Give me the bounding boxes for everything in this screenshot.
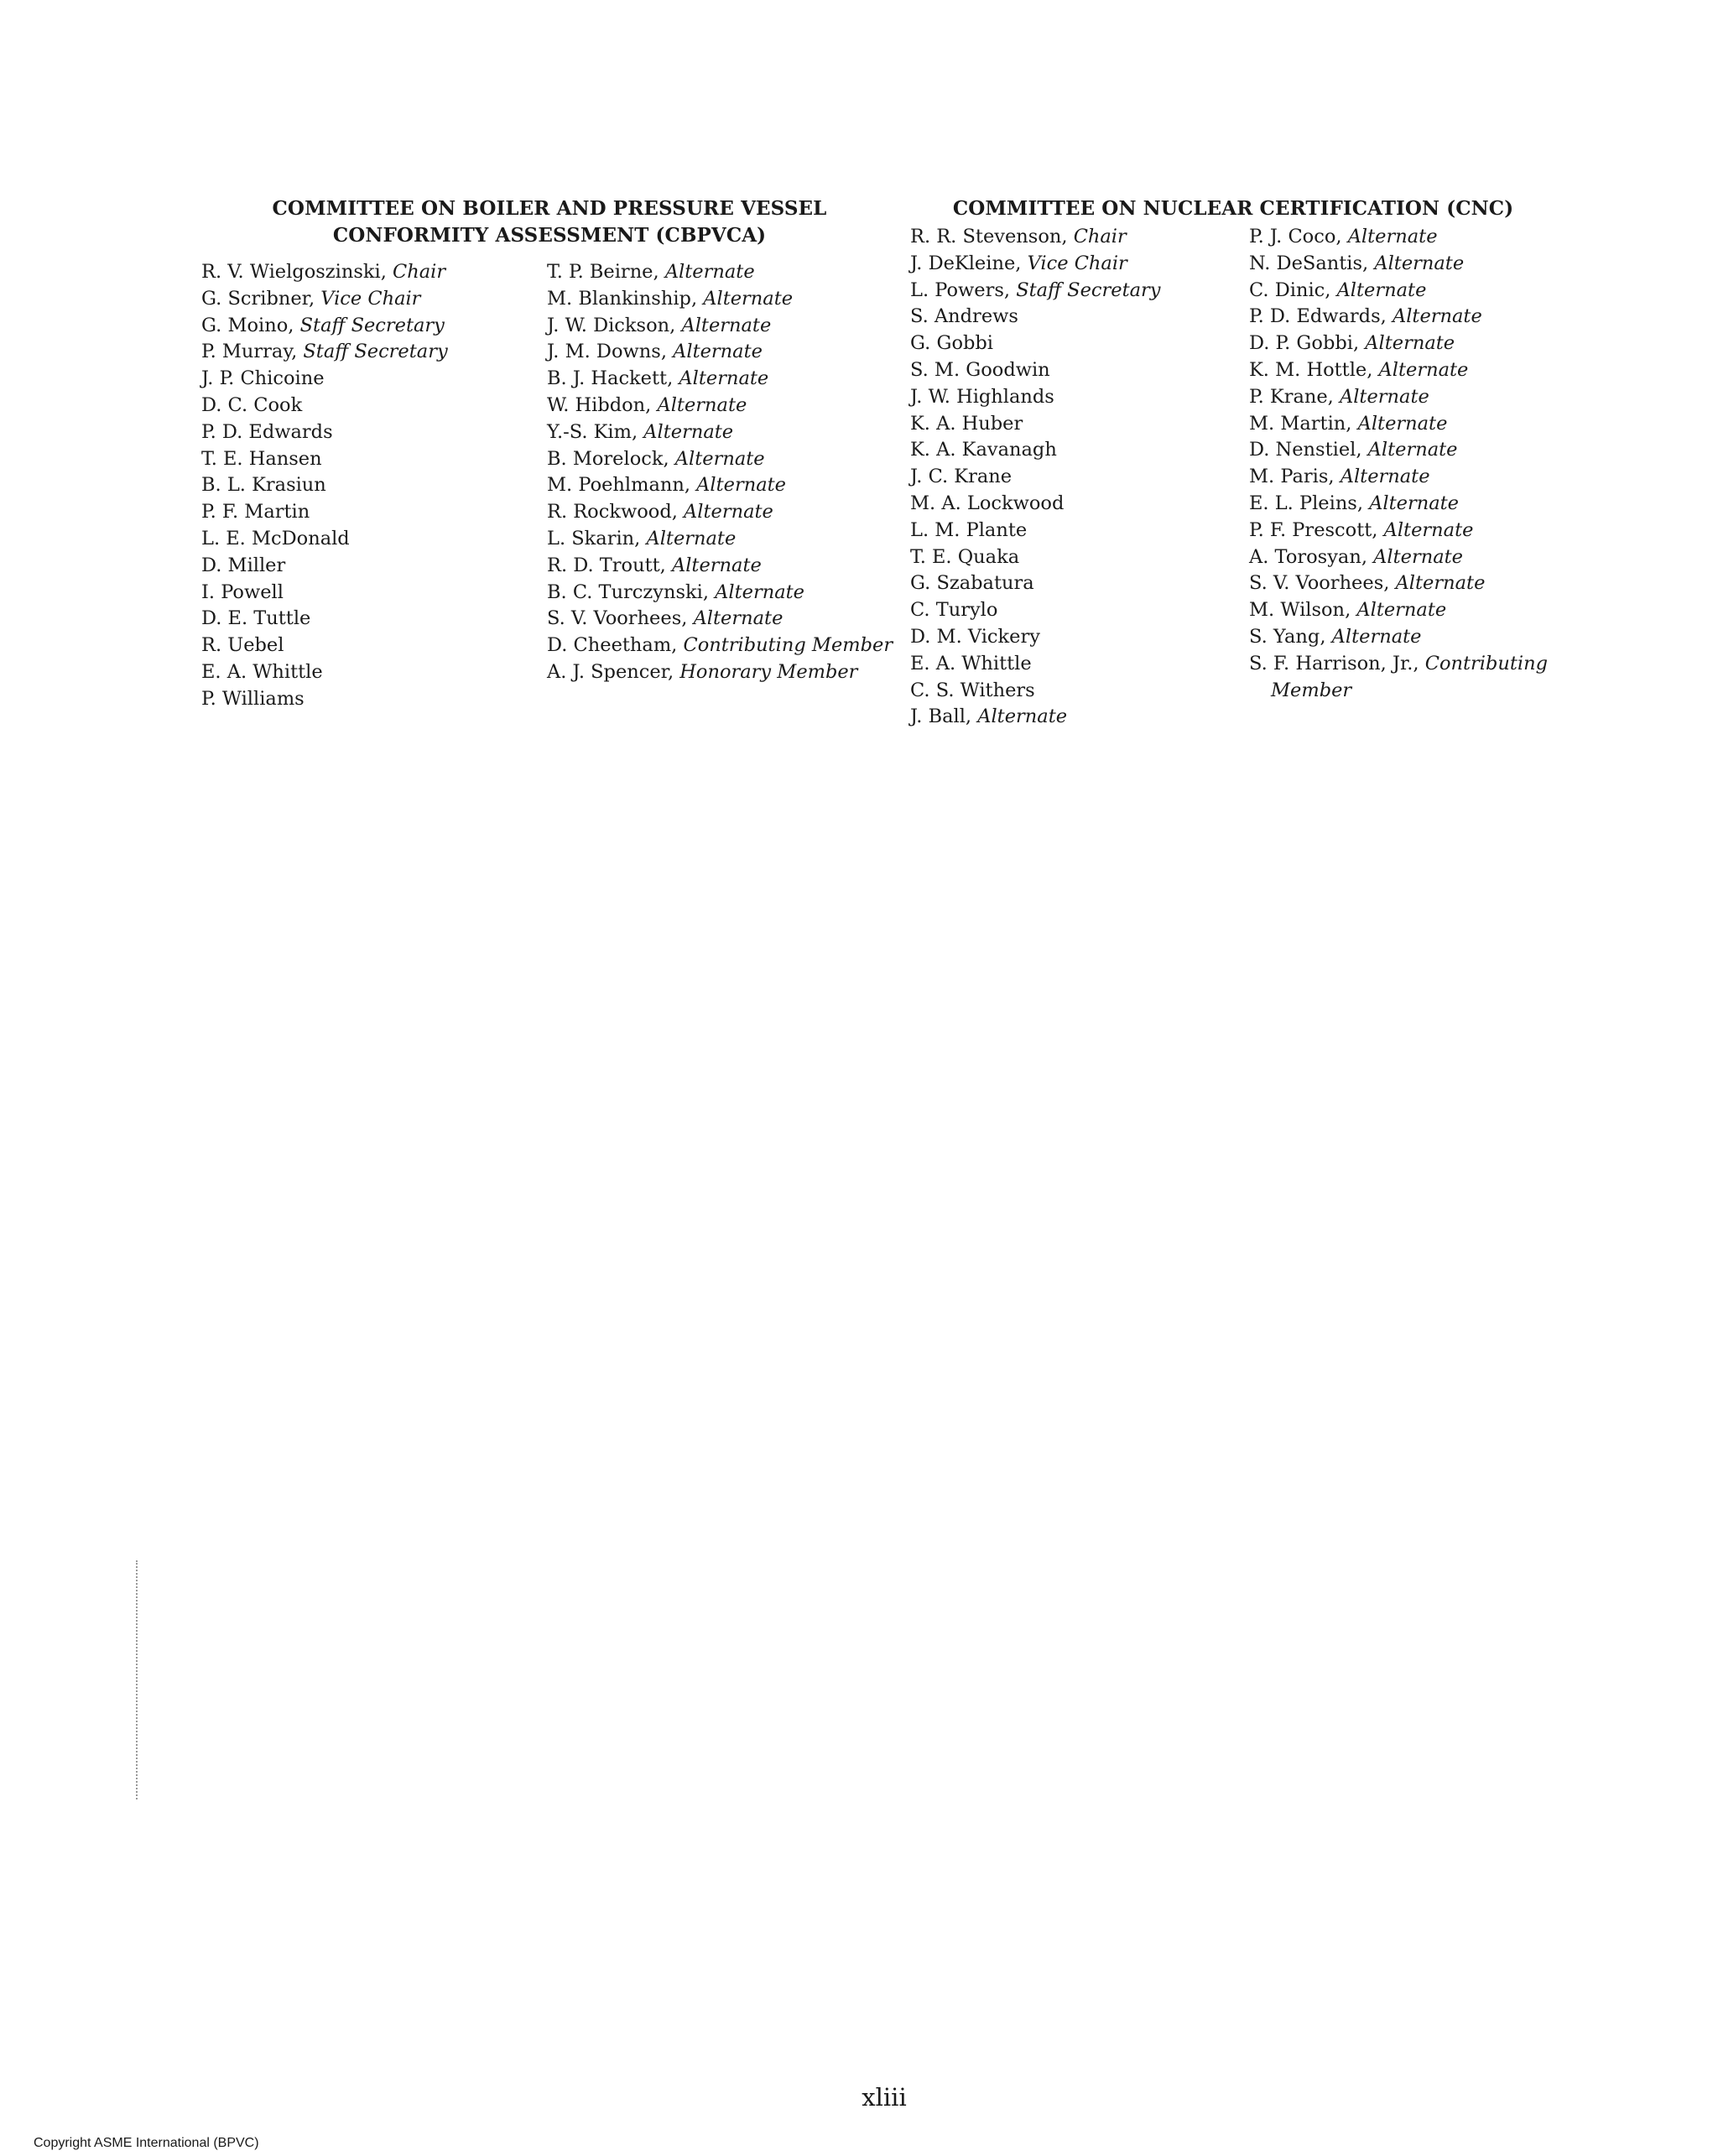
- member-entry: A. Torosyan, Alternate: [1249, 545, 1463, 568]
- member-entry: M. Wilson, Alternate: [1249, 599, 1447, 622]
- member-entry: [201, 633, 547, 659]
- member-entry: [910, 651, 1249, 678]
- member-entry: [910, 411, 1249, 438]
- member-name: T. P. Beirne: [547, 261, 653, 283]
- member-name: J. P. Chicoine: [201, 367, 325, 390]
- member-entry: [201, 606, 547, 633]
- member-name: C. Dinic: [1249, 279, 1325, 301]
- member-entry: P. Murray, Staff Secretary: [201, 341, 448, 363]
- member-entry: [201, 686, 547, 713]
- member-entry: R. Rockwood, Alternate: [547, 501, 773, 523]
- member-entry: M. Poehlmann, Alternate: [547, 474, 786, 497]
- member-entry: [201, 366, 547, 393]
- member-name: J. C. Krane: [910, 466, 1013, 488]
- member-name: D. Cheetham: [547, 634, 672, 657]
- member-entry: B. J. Hackett, Alternate: [547, 367, 769, 390]
- member-entry: J. Ball, Alternate: [910, 706, 1068, 728]
- member-role: Alternate: [1340, 466, 1430, 488]
- member-entry: [910, 491, 1249, 518]
- member-entry: D. P. Gobbi, Alternate: [1249, 332, 1455, 355]
- member-name: B. J. Hackett: [547, 367, 668, 390]
- copyright-notice: Copyright ASME International (BPVC): [34, 2136, 259, 2150]
- member-entry: S. V. Voorhees, Alternate: [547, 607, 784, 630]
- member-name: L. Skarin: [547, 527, 635, 549]
- member-name: J. DeKleine: [910, 252, 1016, 274]
- member-entry: [201, 393, 547, 419]
- cbpvca-heading: COMMITTEE ON BOILER AND PRESSURE VESSEL CONFORMITY ASSESSMENT (CBPVCA): [272, 197, 827, 247]
- cbpvca-committee-section: [201, 195, 898, 713]
- member-role: Alternate: [679, 367, 769, 390]
- member-role: Alternate: [1331, 625, 1422, 648]
- member-name: G. Gobbi: [910, 332, 993, 355]
- member-entry: G. Moino, Staff Secretary: [201, 314, 445, 336]
- member-name: D. Miller: [201, 554, 286, 576]
- member-name: S. V. Voorhees: [1249, 572, 1384, 595]
- member-role: Alternate: [681, 314, 772, 336]
- member-entry: R. D. Troutt, Alternate: [547, 554, 762, 576]
- member-role: Chair: [393, 261, 446, 283]
- member-entry: [910, 597, 1249, 624]
- member-role: Alternate: [1395, 572, 1486, 595]
- member-entry: Y.-S. Kim, Alternate: [547, 420, 734, 443]
- member-role: Staff Secretary: [303, 341, 448, 363]
- member-entry: J. W. Dickson, Alternate: [547, 314, 772, 336]
- member-name: E. A. Whittle: [910, 652, 1032, 674]
- member-name: D. C. Cook: [201, 393, 303, 416]
- member-entry: P. Krane, Alternate: [1249, 385, 1429, 408]
- member-name: P. F. Martin: [201, 501, 310, 523]
- member-entry: P. F. Prescott, Alternate: [1249, 518, 1474, 541]
- member-name: M. A. Lockwood: [910, 492, 1065, 514]
- member-entry: [910, 384, 1249, 411]
- member-entry: R. V. Wielgoszinski, Chair: [201, 261, 446, 283]
- member-entry: G. Scribner, Vice Chair: [201, 287, 421, 310]
- member-name: C. S. Withers: [910, 679, 1035, 701]
- member-role: Alternate: [646, 527, 737, 549]
- member-entry: N. DeSantis, Alternate: [1249, 252, 1465, 274]
- member-entry: C. Dinic, Alternate: [1249, 279, 1427, 301]
- member-name: T. E. Hansen: [201, 447, 322, 470]
- margin-dotted-marks: [136, 1560, 141, 1799]
- member-name: R. Uebel: [201, 634, 284, 657]
- member-name: G. Szabatura: [910, 572, 1034, 595]
- member-role: Alternate: [1347, 226, 1438, 247]
- member-role: Contributing Member: [683, 634, 893, 657]
- page-number: xliii: [862, 2083, 907, 2112]
- member-role: Alternate: [1357, 412, 1448, 435]
- cbpvca-members-left: [201, 259, 547, 713]
- member-name: I. Powell: [201, 581, 284, 603]
- member-name: M. Poehlmann: [547, 474, 685, 497]
- cbpvca-members-right: [547, 259, 893, 713]
- member-role: Alternate: [657, 393, 747, 416]
- member-name: L. Powers: [910, 279, 1004, 301]
- member-entry: [201, 553, 547, 580]
- cnc-members-right: [1249, 224, 1556, 731]
- member-name: N. DeSantis: [1249, 252, 1363, 274]
- member-role: Alternate: [673, 341, 763, 363]
- member-name: S. V. Voorhees: [547, 607, 682, 630]
- member-name: M. Paris: [1249, 466, 1329, 488]
- member-name: R. R. Stevenson: [910, 226, 1062, 247]
- member-entry: [910, 518, 1249, 544]
- member-name: J. W. Dickson: [547, 314, 670, 336]
- member-name: D. E. Tuttle: [201, 607, 311, 630]
- member-entry: J. M. Downs, Alternate: [547, 341, 763, 363]
- member-name: J. W. Highlands: [910, 385, 1054, 408]
- member-entry: [201, 580, 547, 607]
- member-entry: A. J. Spencer, Honorary Member: [547, 660, 858, 683]
- member-name: L. M. Plante: [910, 518, 1028, 541]
- cnc-member-columns: [910, 224, 1556, 731]
- cnc-members-left: [910, 224, 1249, 731]
- member-role: Chair: [1073, 226, 1127, 247]
- member-role: Staff Secretary: [1016, 279, 1161, 301]
- member-entry: [910, 464, 1249, 491]
- cnc-committee-section: [910, 195, 1556, 731]
- member-name: S. M. Goodwin: [910, 358, 1050, 381]
- member-entry: W. Hibdon, Alternate: [547, 393, 747, 416]
- member-entry: P. D. Edwards, Alternate: [1249, 305, 1482, 328]
- member-entry: M. Blankinship, Alternate: [547, 287, 794, 310]
- member-name: P. Krane: [1249, 385, 1328, 408]
- member-entry: D. Cheetham, Contributing Member: [547, 634, 893, 657]
- member-role: Alternate: [671, 554, 762, 576]
- member-role: Alternate: [1392, 305, 1482, 328]
- member-name: P. Murray: [201, 341, 292, 363]
- member-name: E. L. Pleins: [1249, 492, 1357, 514]
- member-entry: M. Martin, Alternate: [1249, 412, 1448, 435]
- member-entry: B. C. Turczynski, Alternate: [547, 581, 804, 603]
- member-name: R. Rockwood: [547, 501, 672, 523]
- member-name: J. Ball: [910, 706, 966, 728]
- member-entry: L. Powers, Staff Secretary: [910, 279, 1161, 301]
- member-name: B. C. Turczynski: [547, 581, 703, 603]
- member-name: S. F. Harrison, Jr.: [1249, 652, 1413, 674]
- member-entry: L. Skarin, Alternate: [547, 527, 737, 549]
- member-role: Alternate: [1378, 358, 1469, 381]
- member-entry: [910, 624, 1249, 651]
- member-role: Vice Chair: [320, 287, 421, 310]
- member-name: G. Scribner: [201, 287, 309, 310]
- member-entry: S. F. Harrison, Jr., Contributing Member: [1249, 652, 1549, 701]
- member-entry: S. V. Voorhees, Alternate: [1249, 572, 1486, 595]
- member-role: Alternate: [977, 706, 1068, 728]
- member-entry: [910, 678, 1249, 705]
- member-name: S. Andrews: [910, 305, 1018, 328]
- member-role: Alternate: [1383, 518, 1474, 541]
- member-entry: E. L. Pleins, Alternate: [1249, 492, 1459, 514]
- member-entry: [910, 570, 1249, 597]
- member-name: R. D. Troutt: [547, 554, 660, 576]
- member-name: W. Hibdon: [547, 393, 646, 416]
- member-entry: [201, 446, 547, 473]
- member-role: Honorary Member: [679, 660, 858, 683]
- member-name: P. F. Prescott: [1249, 518, 1372, 541]
- member-entry: B. Morelock, Alternate: [547, 447, 765, 470]
- member-name: R. V. Wielgoszinski: [201, 261, 381, 283]
- member-name: M. Wilson: [1249, 599, 1346, 622]
- member-role: Alternate: [664, 261, 755, 283]
- member-name: G. Moino: [201, 314, 289, 336]
- member-entry: [201, 499, 547, 526]
- member-name: D. P. Gobbi: [1249, 332, 1353, 355]
- member-entry: D. Nenstiel, Alternate: [1249, 439, 1458, 461]
- member-entry: J. DeKleine, Vice Chair: [910, 252, 1127, 274]
- member-role: Alternate: [1367, 439, 1458, 461]
- member-name: T. E. Quaka: [910, 545, 1020, 568]
- member-role: Alternate: [1356, 599, 1447, 622]
- member-role: Alternate: [715, 581, 804, 603]
- member-name: P. Williams: [201, 687, 305, 710]
- member-entry: [201, 526, 547, 553]
- member-role: Alternate: [1374, 252, 1465, 274]
- member-entry: K. M. Hottle, Alternate: [1249, 358, 1469, 381]
- member-role: Staff Secretary: [299, 314, 445, 336]
- member-role: Alternate: [1365, 332, 1455, 355]
- member-role: Alternate: [1369, 492, 1459, 514]
- member-entry: [910, 357, 1249, 384]
- member-entry: [201, 419, 547, 446]
- member-entry: [910, 544, 1249, 571]
- member-name: P. J. Coco: [1249, 226, 1336, 247]
- member-role: Alternate: [1339, 385, 1429, 408]
- member-name: M. Martin: [1249, 412, 1346, 435]
- member-entry: M. Paris, Alternate: [1249, 466, 1430, 488]
- member-role: Alternate: [696, 474, 786, 497]
- member-name: Y.-S. Kim: [547, 420, 632, 443]
- member-role: Vice Chair: [1027, 252, 1127, 274]
- member-name: D. M. Vickery: [910, 625, 1040, 648]
- member-name: K. A. Huber: [910, 412, 1023, 435]
- member-role: Alternate: [703, 287, 794, 310]
- member-role: Alternate: [674, 447, 765, 470]
- member-role: Alternate: [693, 607, 784, 630]
- member-role: Alternate: [1373, 545, 1463, 568]
- member-entry: T. P. Beirne, Alternate: [547, 261, 755, 283]
- member-entry: P. J. Coco, Alternate: [1249, 226, 1438, 247]
- member-name: C. Turylo: [910, 599, 998, 622]
- member-name: K. A. Kavanagh: [910, 439, 1057, 461]
- member-name: L. E. McDonald: [201, 527, 350, 549]
- cnc-heading: COMMITTEE ON NUCLEAR CERTIFICATION (CNC): [952, 197, 1514, 220]
- member-entry: [201, 659, 547, 686]
- member-name: B. Morelock: [547, 447, 664, 470]
- member-name: E. A. Whittle: [201, 660, 323, 683]
- member-entry: R. R. Stevenson, Chair: [910, 226, 1127, 247]
- member-name: D. Nenstiel: [1249, 439, 1356, 461]
- member-entry: [910, 437, 1249, 464]
- member-name: A. Torosyan: [1249, 545, 1361, 568]
- member-entry: [910, 331, 1249, 357]
- member-name: J. M. Downs: [547, 341, 661, 363]
- member-role: Alternate: [684, 501, 773, 523]
- member-name: B. L. Krasiun: [201, 474, 326, 497]
- member-name: M. Blankinship: [547, 287, 691, 310]
- member-name: P. D. Edwards: [1249, 305, 1381, 328]
- member-entry: [910, 304, 1249, 331]
- cbpvca-member-columns: [201, 259, 898, 713]
- member-name: S. Yang: [1249, 625, 1320, 648]
- member-entry: [201, 472, 547, 499]
- member-name: A. J. Spencer: [547, 660, 668, 683]
- member-role: Contributing Member: [1271, 652, 1549, 701]
- member-entry: S. Yang, Alternate: [1249, 625, 1422, 648]
- member-name: P. D. Edwards: [201, 420, 333, 443]
- member-name: K. M. Hottle: [1249, 358, 1367, 381]
- member-role: Alternate: [643, 420, 734, 443]
- member-role: Alternate: [1336, 279, 1427, 301]
